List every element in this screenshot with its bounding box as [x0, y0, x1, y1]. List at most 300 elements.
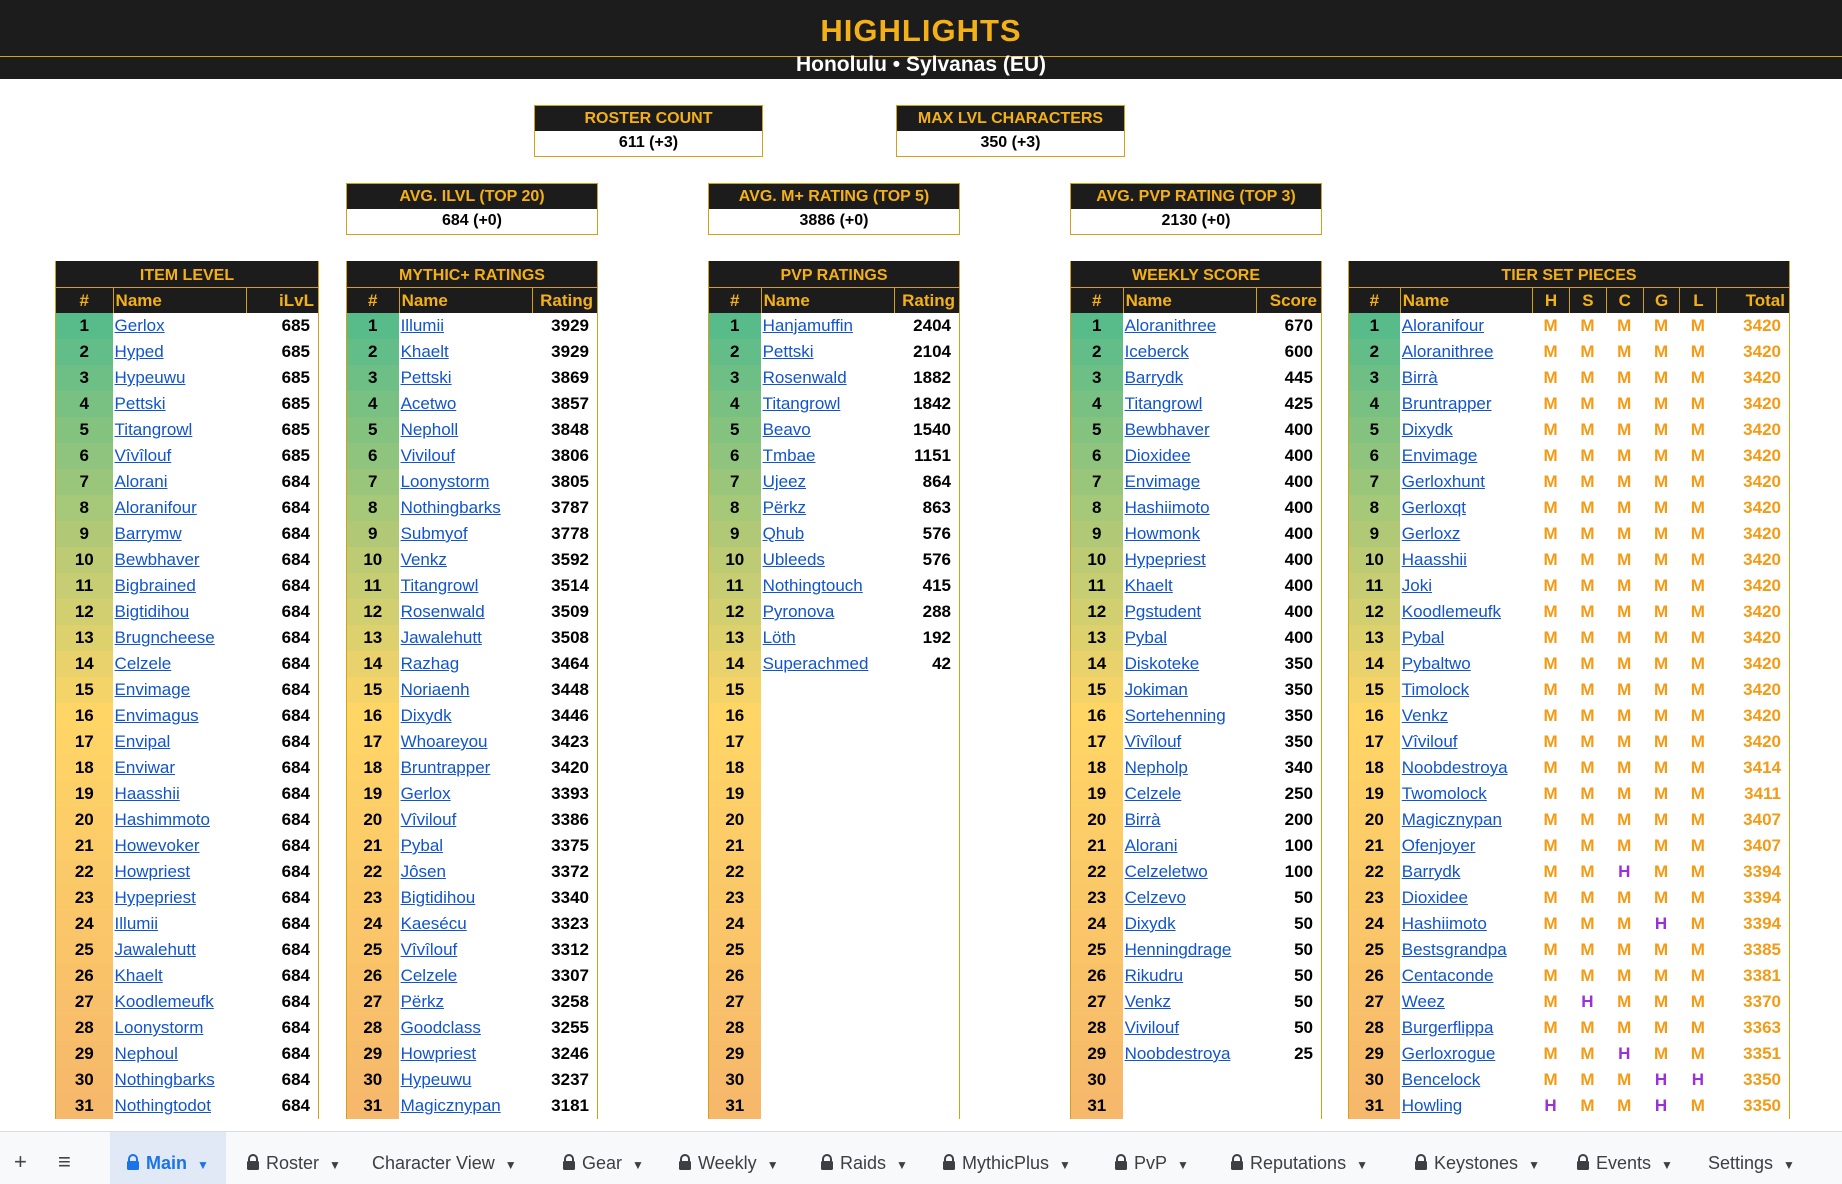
- stat-value[interactable]: 2130 (+0): [1071, 209, 1321, 234]
- character-link[interactable]: Titangrowl: [114, 420, 193, 439]
- rank-cell: 2: [56, 339, 113, 365]
- character-link[interactable]: Rosenwald: [762, 368, 847, 387]
- character-link[interactable]: [761, 729, 894, 755]
- character-link[interactable]: [761, 989, 894, 1015]
- table-row: [347, 989, 597, 1015]
- value-cell: [893, 677, 959, 703]
- character-link[interactable]: Gerlox: [114, 316, 165, 335]
- character-link[interactable]: Titangrowl: [762, 394, 841, 413]
- character-link[interactable]: Whoareyou: [400, 732, 488, 751]
- character-link[interactable]: Bruntrapper: [400, 758, 491, 777]
- character-link[interactable]: Vivilouf: [1124, 1018, 1180, 1037]
- character-link[interactable]: Nothingbarks: [114, 1070, 215, 1089]
- character-link[interactable]: [761, 911, 894, 937]
- character-link[interactable]: Bestsgrandpa: [1401, 940, 1507, 959]
- tier-piece-cell: M: [1617, 524, 1632, 543]
- character-link[interactable]: Aloranifour: [114, 498, 197, 517]
- value-cell: 250: [1284, 784, 1313, 803]
- tier-piece-cell: M: [1690, 420, 1705, 439]
- value-cell: 684: [281, 576, 310, 595]
- character-link[interactable]: Beavo: [762, 420, 811, 439]
- dropdown-arrow-icon[interactable]: ▼: [1528, 1158, 1540, 1172]
- character-link[interactable]: Burgerflippa: [1401, 1018, 1494, 1037]
- character-link[interactable]: Vîvîlouf: [114, 446, 172, 465]
- value-cell: 685: [281, 316, 310, 335]
- character-link[interactable]: Jawalehutt: [114, 940, 196, 959]
- character-link[interactable]: Ujeez: [762, 472, 807, 491]
- value-cell: 684: [281, 1096, 310, 1115]
- rank-cell: 19: [1071, 781, 1123, 807]
- value-cell: 50: [1294, 914, 1313, 933]
- tab-main[interactable]: [110, 1132, 226, 1184]
- character-link[interactable]: Qhub: [762, 524, 805, 543]
- value-cell: [893, 807, 959, 833]
- table-row: [1071, 365, 1321, 391]
- character-link[interactable]: Dixydk: [400, 706, 452, 725]
- tier-piece-cell: M: [1653, 550, 1669, 569]
- rank-cell: 8: [1349, 495, 1400, 521]
- character-link[interactable]: Hashiimoto: [1124, 498, 1210, 517]
- value-cell: 400: [1284, 420, 1313, 439]
- character-link[interactable]: [761, 703, 894, 729]
- character-link[interactable]: Centaconde: [1401, 966, 1494, 985]
- character-link[interactable]: Titangrowl: [1124, 394, 1203, 413]
- stat-value[interactable]: 684 (+0): [347, 209, 597, 234]
- rank-cell: 5: [709, 417, 761, 443]
- tier-piece-cell: M: [1617, 706, 1632, 725]
- tier-piece-cell: M: [1690, 914, 1705, 933]
- value-cell: [893, 1067, 959, 1093]
- character-link[interactable]: Alorani: [1124, 836, 1178, 855]
- table-row: [709, 313, 959, 339]
- rank-cell: 5: [56, 417, 113, 443]
- dropdown-arrow-icon[interactable]: ▼: [1661, 1158, 1673, 1172]
- rank-cell: 13: [347, 625, 399, 651]
- character-link[interactable]: Envimagus: [114, 706, 199, 725]
- character-link[interactable]: Pybal: [1124, 628, 1168, 647]
- column-header: Name: [761, 288, 894, 313]
- character-link[interactable]: Rikudru: [1124, 966, 1184, 985]
- column-header: Total: [1716, 288, 1789, 313]
- rank-cell: 17: [56, 729, 113, 755]
- dropdown-arrow-icon[interactable]: ▼: [632, 1158, 644, 1172]
- character-link[interactable]: Titangrowl: [400, 576, 479, 595]
- table-row: [56, 417, 318, 443]
- rank-cell: 25: [1071, 937, 1123, 963]
- tier-piece-cell: M: [1580, 524, 1595, 543]
- character-link[interactable]: Enviwar: [114, 758, 176, 777]
- total-cell: 3351: [1743, 1044, 1781, 1063]
- character-link[interactable]: Barrydk: [1401, 862, 1461, 881]
- character-link[interactable]: [1123, 1093, 1256, 1119]
- character-link[interactable]: Pybal: [1401, 628, 1445, 647]
- tab-mythicplus[interactable]: [932, 1132, 1090, 1184]
- tab-keystones[interactable]: [1404, 1132, 1552, 1184]
- dropdown-arrow-icon[interactable]: ▼: [896, 1158, 908, 1172]
- character-link[interactable]: Birrà: [1401, 368, 1438, 387]
- tier-piece-cell: M: [1617, 1070, 1632, 1089]
- character-link[interactable]: Twomolock: [1401, 784, 1487, 803]
- character-link[interactable]: [761, 1015, 894, 1041]
- rank-cell: 4: [56, 391, 113, 417]
- character-link[interactable]: Sortehenning: [1124, 706, 1226, 725]
- character-link[interactable]: Birrà: [1124, 810, 1161, 829]
- tier-piece-cell: M: [1690, 472, 1705, 491]
- character-link[interactable]: Hashimmoto: [114, 810, 210, 829]
- tier-piece-cell: M: [1580, 888, 1595, 907]
- character-link[interactable]: Venkz: [400, 550, 447, 569]
- table-row: [347, 1041, 597, 1067]
- all-sheets-menu-icon[interactable]: ≡: [58, 1149, 71, 1174]
- character-link[interactable]: Nepholl: [400, 420, 459, 439]
- character-link[interactable]: Nothingtouch: [762, 576, 863, 595]
- character-link[interactable]: [761, 963, 894, 989]
- rank-cell: 20: [709, 807, 761, 833]
- character-link[interactable]: Noriaenh: [400, 680, 470, 699]
- tab-weekly[interactable]: [668, 1132, 798, 1184]
- character-link[interactable]: Celzevo: [1124, 888, 1186, 907]
- value-cell: [893, 755, 959, 781]
- dropdown-arrow-icon[interactable]: ▼: [504, 1158, 517, 1172]
- character-link[interactable]: Pettski: [114, 394, 166, 413]
- character-link[interactable]: Khaelt: [114, 966, 163, 985]
- character-link[interactable]: Pybaltwo: [1401, 654, 1471, 673]
- value-cell: [893, 729, 959, 755]
- total-cell: 3350: [1743, 1096, 1781, 1115]
- character-link[interactable]: Joki: [1401, 576, 1432, 595]
- tab-pvp[interactable]: [1104, 1132, 1194, 1184]
- dropdown-arrow-icon[interactable]: ▼: [197, 1158, 209, 1172]
- character-link[interactable]: Löth: [762, 628, 796, 647]
- character-link[interactable]: Venkz: [1124, 992, 1171, 1011]
- total-cell: 3411: [1744, 784, 1781, 803]
- character-link[interactable]: Khaelt: [1124, 576, 1173, 595]
- rank-cell: 26: [1349, 963, 1400, 989]
- rank-cell: 10: [56, 547, 113, 573]
- rank-cell: 4: [1071, 391, 1123, 417]
- character-link[interactable]: Hanjamuffin: [762, 316, 853, 335]
- total-cell: 3407: [1743, 810, 1781, 829]
- character-link[interactable]: Jôsen: [400, 862, 446, 881]
- table-title: ITEM LEVEL: [56, 261, 318, 287]
- dropdown-arrow-icon[interactable]: ▼: [1783, 1158, 1795, 1172]
- value-cell: 685: [281, 420, 310, 439]
- character-link[interactable]: Acetwo: [400, 394, 457, 413]
- lock-icon: [678, 1132, 698, 1184]
- character-link[interactable]: Weez: [1401, 992, 1445, 1011]
- character-link[interactable]: Alorani: [114, 472, 168, 491]
- character-link[interactable]: Celzele: [114, 654, 172, 673]
- character-link[interactable]: Përkz: [400, 992, 445, 1011]
- character-link[interactable]: [761, 781, 894, 807]
- character-link[interactable]: Khaelt: [400, 342, 449, 361]
- character-link[interactable]: Bewbhaver: [1124, 420, 1210, 439]
- character-link[interactable]: Howpriest: [400, 1044, 477, 1063]
- character-link[interactable]: Vivilouf: [400, 446, 456, 465]
- character-link[interactable]: Timolock: [1401, 680, 1470, 699]
- dropdown-arrow-icon[interactable]: ▼: [1356, 1158, 1368, 1172]
- character-link[interactable]: Magicznypan: [400, 1096, 501, 1115]
- column-header-row: [1071, 287, 1321, 313]
- character-link[interactable]: Gerloxrogue: [1401, 1044, 1496, 1063]
- character-link[interactable]: [761, 1093, 894, 1119]
- rank-cell: 31: [1071, 1093, 1123, 1119]
- character-link[interactable]: Koodlemeufk: [1401, 602, 1501, 621]
- character-link[interactable]: Pettski: [762, 342, 814, 361]
- tab-events[interactable]: [1566, 1132, 1694, 1184]
- character-link[interactable]: Bencelock: [1401, 1070, 1481, 1089]
- character-link[interactable]: Gerloxqt: [1401, 498, 1467, 517]
- character-link[interactable]: Hypeuwu: [400, 1070, 472, 1089]
- stat-value[interactable]: 350 (+3): [897, 131, 1124, 156]
- value-cell: 2404: [913, 316, 951, 335]
- table-row: [709, 1067, 959, 1093]
- character-link[interactable]: Hyped: [114, 342, 164, 361]
- character-link[interactable]: Celzeletwo: [1124, 862, 1208, 881]
- lock-icon: [1230, 1132, 1250, 1184]
- character-link[interactable]: [761, 937, 894, 963]
- tier-piece-cell: M: [1543, 602, 1558, 621]
- dropdown-arrow-icon[interactable]: ▼: [1059, 1158, 1071, 1172]
- character-link[interactable]: Koodlemeufk: [114, 992, 214, 1011]
- tier-piece-cell: H: [1654, 914, 1668, 933]
- character-link[interactable]: Tmbae: [762, 446, 816, 465]
- lock-icon: [1414, 1132, 1434, 1184]
- tier-piece-cell: M: [1690, 732, 1705, 751]
- rank-cell: 18: [709, 755, 761, 781]
- rank-cell: 19: [1349, 781, 1400, 807]
- tier-piece-cell: M: [1543, 966, 1558, 985]
- character-link[interactable]: [1123, 1067, 1256, 1093]
- character-link[interactable]: Noobdestroya: [1124, 1044, 1231, 1063]
- value-cell: 192: [922, 628, 951, 647]
- character-link[interactable]: Pgstudent: [1124, 602, 1202, 621]
- tier-piece-cell: M: [1653, 758, 1669, 777]
- character-link[interactable]: Vîvilouf: [1401, 732, 1458, 751]
- character-link[interactable]: Bewbhaver: [114, 550, 200, 569]
- dropdown-arrow-icon[interactable]: ▼: [766, 1158, 779, 1172]
- stat-label: ROSTER COUNT: [535, 106, 762, 131]
- table-row: [1071, 989, 1321, 1015]
- dropdown-arrow-icon[interactable]: ▼: [1177, 1158, 1189, 1172]
- character-link[interactable]: Haasshii: [1401, 550, 1467, 569]
- character-link[interactable]: [761, 677, 894, 703]
- character-link[interactable]: [761, 1067, 894, 1093]
- value-cell: 400: [1284, 472, 1313, 491]
- rank-cell: 5: [347, 417, 399, 443]
- character-link[interactable]: Envimage: [1124, 472, 1201, 491]
- tier-piece-cell: M: [1653, 654, 1669, 673]
- character-link[interactable]: Nothingtodot: [114, 1096, 211, 1115]
- table-row: [56, 1067, 318, 1093]
- character-link[interactable]: Iceberck: [1124, 342, 1189, 361]
- rank-cell: 23: [1071, 885, 1123, 911]
- tier-piece-cell: M: [1617, 576, 1632, 595]
- character-link[interactable]: Aloranifour: [1401, 316, 1484, 335]
- character-link[interactable]: Celzele: [1124, 784, 1182, 803]
- rank-cell: 28: [347, 1015, 399, 1041]
- character-link[interactable]: Haasshii: [114, 784, 180, 803]
- character-link[interactable]: Howling: [1401, 1096, 1463, 1115]
- character-link[interactable]: Ofenjoyer: [1401, 836, 1476, 855]
- column-header: Name: [399, 288, 532, 313]
- character-link[interactable]: Dioxidee: [1124, 446, 1191, 465]
- character-link[interactable]: Bigbrained: [114, 576, 196, 595]
- character-link[interactable]: Rosenwald: [400, 602, 485, 621]
- tier-piece-cell: M: [1617, 836, 1632, 855]
- character-link[interactable]: Vîvîlouf: [400, 940, 458, 959]
- character-link[interactable]: Gerloxhunt: [1401, 472, 1485, 491]
- character-link[interactable]: Përkz: [762, 498, 807, 517]
- character-link[interactable]: Illumii: [114, 914, 158, 933]
- tier-piece-cell: H: [1654, 1096, 1668, 1115]
- tab-character-view[interactable]: [362, 1132, 532, 1184]
- character-link[interactable]: Barrydk: [1124, 368, 1184, 387]
- character-link[interactable]: Razhag: [400, 654, 460, 673]
- tier-piece-cell: M: [1653, 784, 1669, 803]
- table-row: [1349, 1093, 1789, 1119]
- character-link[interactable]: Aloranithree: [1124, 316, 1217, 335]
- character-link[interactable]: [761, 1041, 894, 1067]
- tab-reputations[interactable]: [1220, 1132, 1396, 1184]
- tab-gear[interactable]: [552, 1132, 655, 1184]
- character-link[interactable]: Dixydk: [1401, 420, 1453, 439]
- table-row: [347, 313, 597, 339]
- tab-roster[interactable]: [236, 1132, 348, 1184]
- tier-piece-cell: M: [1690, 1018, 1705, 1037]
- character-link[interactable]: Barrymw: [114, 524, 182, 543]
- character-link[interactable]: Nepholp: [1124, 758, 1188, 777]
- rank-cell: 18: [347, 755, 399, 781]
- character-link[interactable]: Kaesécu: [400, 914, 467, 933]
- character-link[interactable]: Nephoul: [114, 1044, 178, 1063]
- character-link[interactable]: Venkz: [1401, 706, 1449, 725]
- tier-piece-cell: M: [1543, 914, 1558, 933]
- table-row: [709, 1093, 959, 1119]
- character-link[interactable]: Loonystorm: [114, 1018, 204, 1037]
- character-link[interactable]: Magicznypan: [1401, 810, 1502, 829]
- total-cell: 3420: [1743, 654, 1781, 673]
- table-row: [347, 937, 597, 963]
- value-cell: 684: [281, 524, 310, 543]
- rank-cell: 13: [56, 625, 113, 651]
- stat-value[interactable]: 3886 (+0): [709, 209, 959, 234]
- character-link[interactable]: Jawalehutt: [400, 628, 482, 647]
- tier-piece-cell: M: [1580, 654, 1595, 673]
- character-link[interactable]: Nothingbarks: [400, 498, 501, 517]
- table-row: [709, 1041, 959, 1067]
- character-link[interactable]: Pyronova: [762, 602, 835, 621]
- rank-cell: 1: [1071, 313, 1123, 339]
- value-cell: 684: [281, 758, 310, 777]
- rank-cell: 2: [709, 339, 761, 365]
- tier-piece-cell: M: [1617, 966, 1632, 985]
- value-cell: 100: [1284, 862, 1313, 881]
- character-link[interactable]: Vîvilouf: [400, 810, 457, 829]
- character-link[interactable]: Howpriest: [114, 862, 191, 881]
- table-row: [56, 625, 318, 651]
- character-link[interactable]: Envipal: [114, 732, 171, 751]
- character-link[interactable]: Gerloxz: [1401, 524, 1461, 543]
- character-link[interactable]: Howevoker: [114, 836, 200, 855]
- tier-piece-cell: M: [1653, 888, 1669, 907]
- character-link[interactable]: [761, 755, 894, 781]
- character-link[interactable]: Submyof: [400, 524, 468, 543]
- rank-cell: 30: [709, 1067, 761, 1093]
- tier-piece-cell: M: [1580, 628, 1595, 647]
- table-row: [709, 651, 959, 677]
- tier-piece-cell: M: [1653, 368, 1669, 387]
- character-link[interactable]: Hypeuwu: [114, 368, 186, 387]
- table-row: [709, 963, 959, 989]
- dropdown-arrow-icon[interactable]: ▼: [329, 1158, 341, 1172]
- character-link[interactable]: Jokiman: [1124, 680, 1188, 699]
- character-link[interactable]: [761, 833, 894, 859]
- tier-piece-cell: M: [1617, 420, 1632, 439]
- character-link[interactable]: Goodclass: [400, 1018, 481, 1037]
- tier-piece-cell: M: [1543, 420, 1558, 439]
- character-link[interactable]: Pybal: [400, 836, 444, 855]
- character-link[interactable]: Bigtidihou: [400, 888, 476, 907]
- table-row: [1349, 651, 1789, 677]
- table-row: [1349, 365, 1789, 391]
- character-link[interactable]: Pettski: [400, 368, 452, 387]
- rank-cell: 18: [56, 755, 113, 781]
- character-link[interactable]: Ubleeds: [762, 550, 825, 569]
- character-link[interactable]: [761, 885, 894, 911]
- value-cell: [893, 989, 959, 1015]
- character-link[interactable]: Aloranithree: [1401, 342, 1494, 361]
- character-link[interactable]: Bruntrapper: [1401, 394, 1492, 413]
- character-link[interactable]: Noobdestroya: [1401, 758, 1508, 777]
- add-sheet-icon[interactable]: +: [14, 1149, 27, 1174]
- character-link[interactable]: Brugncheese: [114, 628, 215, 647]
- character-link[interactable]: Loonystorm: [400, 472, 490, 491]
- character-link[interactable]: Dioxidee: [1401, 888, 1468, 907]
- character-link[interactable]: Gerlox: [400, 784, 451, 803]
- character-link[interactable]: Celzele: [400, 966, 458, 985]
- character-link[interactable]: Howmonk: [1124, 524, 1201, 543]
- character-link[interactable]: Bigtidihou: [114, 602, 190, 621]
- character-link[interactable]: Dixydk: [1124, 914, 1176, 933]
- character-link[interactable]: [761, 859, 894, 885]
- character-link[interactable]: [761, 807, 894, 833]
- character-link[interactable]: Envimage: [114, 680, 191, 699]
- character-link[interactable]: Hypepriest: [1124, 550, 1206, 569]
- character-link[interactable]: Hypepriest: [114, 888, 196, 907]
- value-cell: 42: [932, 654, 951, 673]
- tier-piece-cell: M: [1543, 862, 1558, 881]
- character-link[interactable]: Vîvîlouf: [1124, 732, 1182, 751]
- rank-cell: 26: [1071, 963, 1123, 989]
- stat-value[interactable]: 611 (+3): [535, 131, 762, 156]
- character-link[interactable]: Envimage: [1401, 446, 1478, 465]
- tab-raids[interactable]: [810, 1132, 918, 1184]
- table-row: [1071, 885, 1321, 911]
- value-cell: 3181: [551, 1096, 589, 1115]
- table-row: [1071, 703, 1321, 729]
- rank-cell: 27: [1071, 989, 1123, 1015]
- character-link[interactable]: Henningdrage: [1124, 940, 1232, 959]
- character-link[interactable]: Superachmed: [762, 654, 869, 673]
- table-row: [709, 417, 959, 443]
- character-link[interactable]: Illumii: [400, 316, 445, 335]
- character-link[interactable]: Hashiimoto: [1401, 914, 1487, 933]
- rank-cell: 27: [347, 989, 399, 1015]
- character-link[interactable]: Diskoteke: [1124, 654, 1200, 673]
- tab-settings[interactable]: [1698, 1132, 1818, 1184]
- table-row: [709, 755, 959, 781]
